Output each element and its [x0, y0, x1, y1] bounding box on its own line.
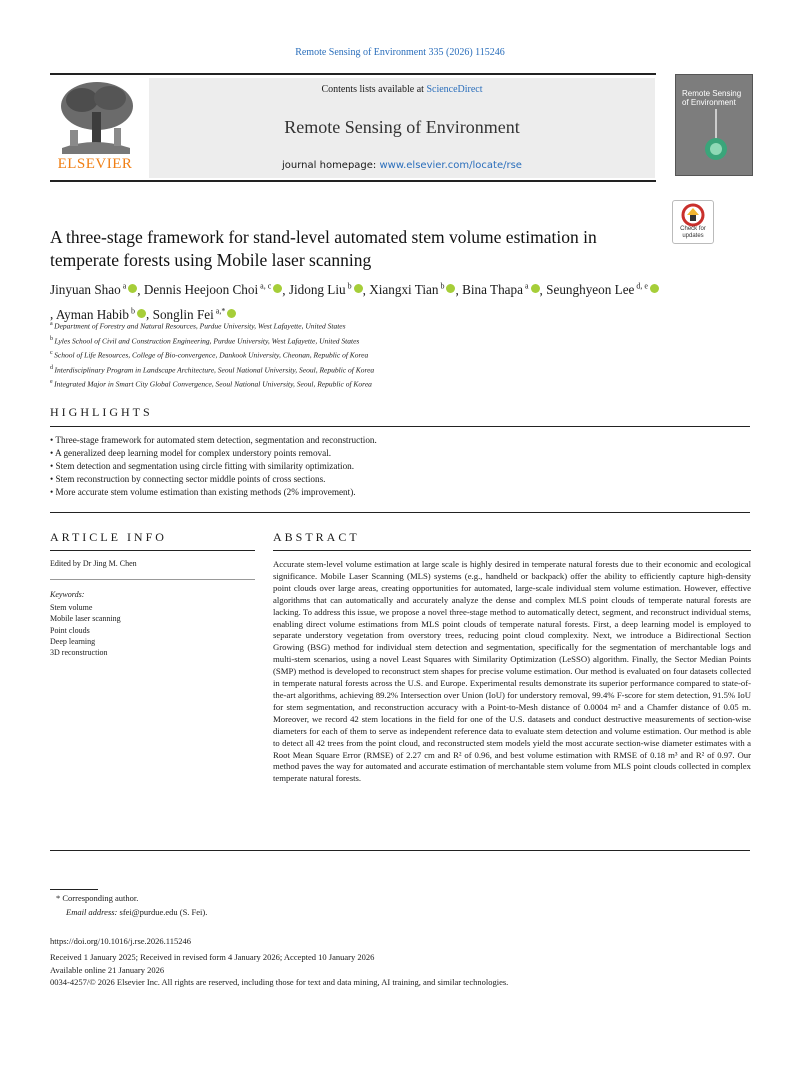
check-updates-icon	[673, 201, 713, 229]
highlight-item: • Three-stage framework for automated stem detection, segmentation and reconstruction.	[50, 434, 750, 447]
author-affiliation-mark: b	[438, 282, 445, 291]
orcid-icon[interactable]	[354, 284, 363, 293]
affiliation-item	[50, 376, 690, 391]
author-affiliation-mark: a	[120, 282, 127, 291]
highlights-heading: HIGHLIGHTS	[50, 405, 153, 419]
contents-prefix: Contents lists available at	[321, 84, 427, 95]
keyword-item: Deep learning	[50, 636, 96, 646]
elsevier-tree-icon	[52, 78, 138, 156]
check-updates-label: Check for updates	[680, 226, 706, 239]
highlights-bottom-rule	[50, 512, 750, 513]
keyword-item: Stem volume	[50, 603, 93, 612]
orcid-icon[interactable]	[273, 284, 282, 293]
keyword-item: Mobile laser scanning	[50, 614, 121, 624]
author-name: Bina Thapa	[462, 282, 523, 298]
author-name: Xiangxi Tian	[369, 282, 439, 298]
affiliation-item	[50, 333, 690, 348]
keywords-list	[50, 602, 121, 658]
author-name: Seunghyeon Lee	[546, 282, 635, 298]
article-info-rule	[50, 550, 255, 551]
author[interactable]	[50, 282, 137, 297]
abstract-heading: ABSTRACT	[273, 530, 360, 544]
orcid-icon[interactable]	[650, 284, 659, 293]
abstract-text: Accurate stem-level volume estimation at large scale is highly desired in temperate natural forests due to their economic and ecological significance. Mobile Laser Scanning (MLS) systems (e.g., handheld or backpack) offer the ability to efficiently capture high-density point clouds over large areas, creating opportunities for automated, large-scale individual stem volume estimation. However, effective algorithms that can automatically and accurately analyze the dense and complex MLS point clouds of temperate natural forests are lacking. To address this issue, we propose a novel three-stage method to automatically detect, segment, and reconstruct individual stems, enabling direct volume estimations from MLS point clouds of temperate natural forests. First, a deep learning model is employed to separate understory vegetation from overstory trees, reducing point cloud complexity. Next, we introduce a Bidirectional Section Growing (BSG) method for individual stem detection and segmentation, specifically for the segmentation of merchantable logs and multi-stem scenarios, using a novel Least Squares with Similarity Optimization (LeSSO) algorithm. Finally, the Sector Median Points (SMP) method is developed to reconstruct stem shapes for precise volume estimation. Our method is evaluated on four datasets collected in temperate natural forests across the U.S. and Europe. Experimental results demonstrate its superior performance compared to state-of-the-art algorithms, achieving 89.2% Intersection over Union (IoU) for understory removal, 99.4% F-score for stem detection, 91.5% IoU for stem segmentation, and reconstruction accuracy with a Point-to-Mesh distance of 0.0004 m² and a Chamfer distance of 0.05 m. Moreover, we record 42 stem locations in the field for one of the U.S. datasets and conduct destructive measurements of section-wise diameters for each of them to serve as independent reference data to evaluate stem detection and volume estimation. Our method is able to detect all 42 trees from the point cloud, and reconstructed stem models yield the most accurate section-wise diameter estimates with a Root Mean Square Error (RMSE) of 2.27 cm and R² of 0.96, and best volume estimation with RMSE of 0.18 m³ and R² of 0.97. Our method paves the way for automated and accurate estimation of merchantable stem volume from MLS point clouds collected in complex temperate natural forests.	[273, 559, 751, 784]
abstract-rule	[273, 550, 751, 551]
journal-homepage-line	[149, 160, 655, 171]
affiliation-text: Integrated Major in Smart City Global Convergence, Seoul National University, Seoul, Republic of Korea	[54, 379, 372, 389]
affiliation-mark: a	[50, 321, 55, 327]
author-list: Jinyuan Shao $^a$ , Dennis Heejoon Choi $^{a, c}$ , Jidong Liu $^b$ , Xiangxi Tian $^b$ , Bina Thapa $^a$ , Seunghyeon Lee $^{d, e}$, Ayman Habib $^b$ , Songlin Fei $^{a,*}$	[50, 276, 660, 325]
keyword-item: 3D reconstruction	[50, 648, 108, 658]
orcid-icon[interactable]	[128, 284, 137, 293]
highlight-item: • Stem reconstruction by connecting sector middle points of cross sections.	[50, 473, 750, 486]
edited-by: Edited by Dr Jing M. Chen	[50, 559, 137, 568]
author-affiliation-mark: a, c	[258, 282, 272, 291]
author-name: Songlin Fei	[152, 306, 214, 322]
highlight-item: • Stem detection and segmentation using circle fitting with similarity optimization.	[50, 460, 750, 473]
contents-available-line	[149, 84, 655, 95]
orcid-icon[interactable]	[137, 309, 146, 318]
publication-dates	[50, 951, 374, 977]
author-affiliation-mark: a,*	[213, 306, 226, 316]
affiliation-item	[50, 362, 690, 377]
author-name: Jinyuan Shao	[50, 282, 121, 298]
article-title: A three-stage framework for stand-level automated stem volume estimation in temperate forests using Mobile laser scanning	[50, 227, 597, 270]
author-name: Ayman Habib	[55, 306, 130, 322]
masthead-top-rule	[50, 73, 656, 75]
cover-art-icon	[676, 75, 752, 175]
homepage-prefix: journal homepage:	[282, 160, 380, 171]
affiliation-text: Interdisciplinary Program in Landscape Architecture, Seoul National University, Seoul, Republic of Korea	[54, 365, 375, 374]
sciencedirect-link[interactable]: ScienceDirect	[426, 84, 483, 95]
author[interactable]	[462, 282, 539, 297]
affiliation-text: School of Life Resources, College of Bio-convergence, Dankook University, Cheonan, Republic of Korea	[54, 350, 369, 360]
highlights-list	[50, 434, 750, 499]
author[interactable]	[289, 282, 363, 297]
author-affiliation-mark: b	[345, 282, 352, 291]
author-name: Dennis Heejoon Choi	[143, 282, 259, 298]
footnote-rule	[50, 889, 98, 890]
publisher-name: ELSEVIER	[57, 156, 133, 172]
email-address[interactable]: sfei@purdue.edu (S. Fei).	[119, 907, 208, 917]
keyword-item: Point clouds	[50, 625, 90, 635]
affiliation-item	[50, 347, 690, 362]
corresponding-author-note: * Corresponding author.	[56, 893, 139, 903]
author-affiliation-mark: a	[522, 282, 529, 291]
author[interactable]	[144, 282, 282, 297]
received-dates: Received 1 January 2025; Received in revised form 4 January 2026; Accepted 10 January 2026	[50, 952, 375, 962]
article-info-divider	[50, 579, 255, 580]
author-affiliation-mark: d, e	[634, 282, 648, 291]
author-affiliation-mark: b	[129, 306, 136, 316]
affiliation-text: Lyles School of Civil and Construction Engineering, Purdue University, West Lafayette, United States	[54, 336, 360, 345]
doi-link[interactable]: https://doi.org/10.1016/j.rse.2026.115246	[50, 936, 191, 946]
affiliation-mark: c	[50, 350, 55, 356]
affiliation-list	[50, 318, 690, 391]
author[interactable]	[369, 282, 455, 297]
highlights-top-rule	[50, 426, 750, 427]
affiliation-mark: d	[50, 364, 55, 371]
affiliation-item	[50, 318, 690, 333]
homepage-link[interactable]: www.elsevier.com/locate/rse	[379, 160, 522, 171]
available-online: Available online 21 January 2026	[50, 965, 165, 975]
orcid-icon[interactable]	[531, 284, 540, 293]
affiliation-mark: b	[50, 335, 55, 342]
journal-citation[interactable]: Remote Sensing of Environment 335 (2026) 115246	[295, 47, 505, 58]
masthead-bottom-rule	[50, 180, 656, 182]
keywords-heading: Keywords:	[50, 590, 85, 599]
copyright-line: 0034-4257/© 2026 Elsevier Inc. All rights are reserved, including those for text and data mining, AI training, and similar technologies.	[50, 977, 509, 987]
journal-name: Remote Sensing of Environment	[284, 117, 520, 137]
affiliation-text: Department of Forestry and Natural Resources, Purdue University, West Lafayette, United States	[54, 321, 346, 331]
author[interactable]	[546, 282, 659, 297]
cover-title: Remote Sensing of Environment	[682, 89, 742, 107]
email-label: Email address:	[66, 907, 118, 917]
author-name: Jidong Liu	[288, 282, 346, 298]
check-for-updates-badge[interactable]	[672, 200, 714, 244]
orcid-icon[interactable]	[227, 309, 236, 318]
affiliation-mark: e	[50, 379, 55, 385]
article-info-heading: ARTICLE INFO	[50, 530, 167, 544]
highlight-item: • More accurate stem volume estimation than existing methods (2% improvement).	[50, 486, 750, 499]
abstract-bottom-rule	[50, 850, 750, 851]
highlight-item: • A generalized deep learning model for complex understory points removal.	[50, 447, 750, 460]
email-footnote	[66, 907, 207, 917]
journal-cover-thumbnail[interactable]	[675, 74, 753, 176]
